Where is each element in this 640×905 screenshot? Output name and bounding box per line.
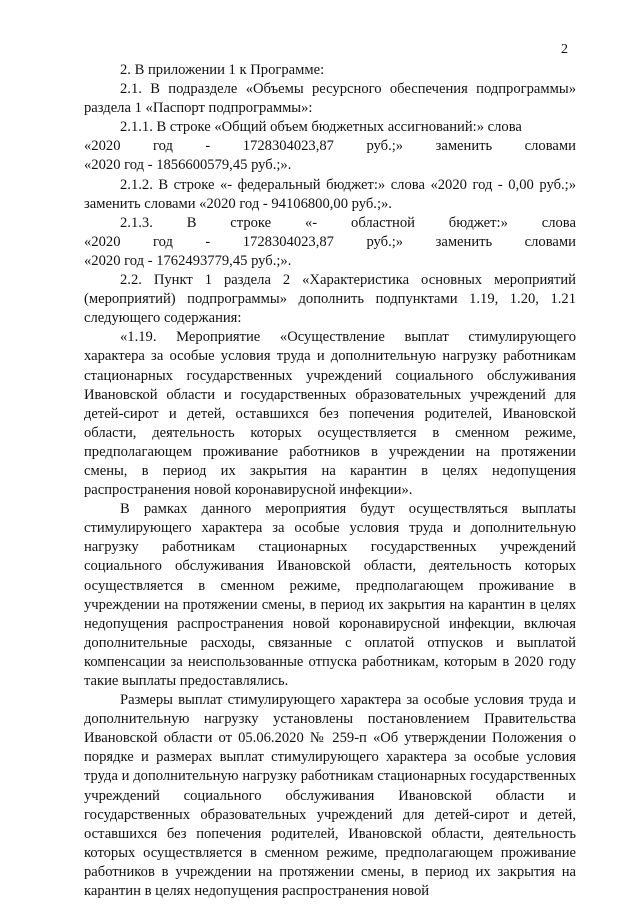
word: год	[152, 138, 173, 155]
paragraph-2-1-1-line-2	[84, 137, 576, 156]
word: 2.1.3.	[120, 214, 153, 231]
word: 1728304023,87	[242, 138, 334, 155]
paragraph-2-1-1-line-1: 2.1.1. В строке «Общий объем бюджетных ассигнований:» слова	[120, 119, 522, 136]
paragraph-amendment-intro: 2. В приложении 1 к Программе:	[120, 62, 325, 78]
paragraph-2-1-3-line-1	[84, 214, 576, 233]
word: словами	[524, 233, 576, 250]
paragraph-2-1-3	[84, 214, 576, 271]
word: 1728304023,87	[242, 233, 334, 250]
word: -	[205, 138, 211, 155]
word: -	[205, 233, 211, 250]
paragraph-2-1-2: 2.1.2. В строке «- федеральный бюджет:» слова «2020 год - 0,00 руб.;» заменить словами «2020 год - 94106800,00 руб.;».	[84, 176, 576, 212]
document-body	[84, 61, 576, 901]
word: бюджет:»	[448, 214, 508, 231]
word: год	[152, 233, 173, 250]
word: «2020	[84, 233, 121, 250]
word: заменить	[435, 138, 493, 155]
word: руб.;»	[366, 233, 404, 250]
paragraph-2-2: 2.2. Пункт 1 раздела 2 «Характеристика основных мероприятий (мероприятий) подпрограммы» дополнить подпунктами 1.19, 1.20, 1.21 следующего содержания:	[84, 272, 576, 327]
word: слова	[541, 214, 576, 231]
word: руб.;»	[366, 138, 404, 155]
word: словами	[524, 138, 576, 155]
word: В	[186, 214, 197, 231]
paragraph-1-19: «1.19. Мероприятие «Осуществление выплат стимулирующего характера за особые условия труда и дополнительную нагрузку работникам стационарных государственных учреждений социального обслуживания Ивановской области и государственных образовательных учреждений для детей-сирот и детей, оставшихся без попечения родителей, Ивановской области, деятельность которых осуществляется в сменном режиме, предполагающем проживание работников в учреждении на протяжении смены, в период их закрытия на карантин в целях недопущения распространения новой коронавирусной инфекции».	[84, 329, 576, 499]
word: строке	[230, 214, 272, 231]
paragraph-1-19-description: В рамках данного мероприятия будут осуществляться выплаты стимулирующего характера за особые условия труда и дополнительную нагрузку работникам стационарных государственных учреждений социального обслуживания Ивановской области, деятельность которых осуществляется в сменном режиме, предполагающем проживание в учреждении на протяжении смены, в период их закрытия на карантин в целях недопущения распространения новой коронавирусной инфекции, включая дополнительные расходы, связанные с оплатой отпусков и выплатой компенсации за неиспользованные отпуска работникам, которым в 2020 году такие выплаты предоставлялись.	[84, 501, 576, 689]
paragraph-2-1-1-line-3: «2020 год - 1856600579,45 руб.;».	[84, 157, 292, 174]
word: областной	[351, 214, 415, 231]
paragraph-payment-sizes: Размеры выплат стимулирующего характера за особые условия труда и дополнительную нагрузку установлены постановлением Правительства Ивановской области от 05.06.2020 № 259-п «Об утверждении Положения о порядке и размерах выплат стимулирующего характера за особые условия труда и дополнительную нагрузку работникам стационарных государственных учреждений социального обслуживания Ивановской области и государственных образовательных учреждений для детей-сирот и детей, оставшихся без попечения родителей, Ивановской области, деятельность которых осуществляется в сменном режиме, предполагающем проживание работников в учреждении на протяжении смены, в период их закрытия на карантин в целях недопущения распространения новой	[84, 692, 576, 900]
word: заменить	[435, 233, 493, 250]
word: «2020	[84, 138, 121, 155]
paragraph-2-1-1	[84, 118, 576, 175]
paragraph-2-1-3-line-3: «2020 год - 1762493779,45 руб.;».	[84, 252, 292, 269]
word: «-	[305, 214, 318, 231]
page-number: 2	[561, 42, 568, 57]
paragraph-2-1-3-line-2	[84, 233, 576, 252]
paragraph-2-1: 2.1. В подразделе «Объемы ресурсного обеспечения подпрограммы» раздела 1 «Паспорт подпрограммы»:	[84, 81, 576, 117]
